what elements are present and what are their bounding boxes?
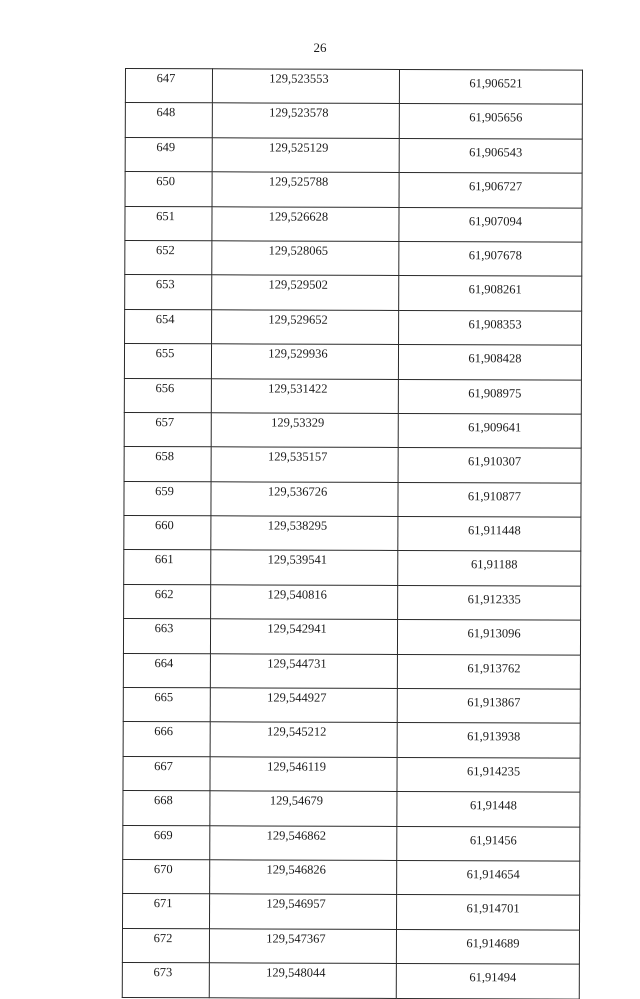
y-coordinate-cell: 61,908261: [399, 276, 582, 311]
table-row: [125, 309, 582, 345]
x-coordinate-cell: 129,529502: [212, 275, 399, 310]
page-number: 26: [313, 40, 327, 55]
x-coordinate-cell: 129,545212: [210, 722, 397, 757]
point-number-cell: 657: [124, 412, 211, 447]
x-coordinate-cell: 129,544731: [210, 653, 397, 688]
y-coordinate-cell: 61,914654: [397, 860, 580, 895]
table-row: [124, 550, 581, 586]
point-number-cell: 656: [124, 378, 211, 413]
point-number-cell: 673: [122, 963, 209, 998]
table-row: [122, 894, 579, 930]
table-row: [123, 859, 580, 895]
table-row: [123, 653, 580, 689]
y-coordinate-cell: 61,906543: [399, 138, 582, 173]
y-coordinate-cell: 61,912335: [398, 585, 581, 620]
point-number-cell: 659: [124, 481, 211, 516]
y-coordinate-cell: 61,913938: [397, 723, 580, 758]
x-coordinate-cell: 129,525788: [212, 172, 399, 207]
coordinate-table: [122, 68, 583, 999]
point-number-cell: 650: [125, 172, 212, 207]
table-row: [124, 378, 581, 414]
table-row: [123, 722, 580, 758]
point-number-cell: 648: [125, 103, 212, 138]
x-coordinate-cell: 129,548044: [209, 963, 396, 998]
table-row: [123, 825, 580, 861]
y-coordinate-cell: 61,906521: [399, 69, 582, 104]
y-coordinate-cell: 61,907678: [399, 241, 582, 276]
x-coordinate-cell: 129,546826: [210, 860, 397, 895]
point-number-cell: 666: [123, 722, 210, 757]
table-row: [122, 928, 579, 964]
x-coordinate-cell: 129,546119: [210, 757, 397, 792]
point-number-cell: 668: [123, 791, 210, 826]
table-row: [122, 963, 579, 999]
point-number-cell: 655: [124, 344, 211, 379]
table-row: [124, 481, 581, 517]
table-row: [124, 584, 581, 620]
point-number-cell: 652: [125, 240, 212, 275]
x-coordinate-cell: 129,546957: [209, 894, 396, 929]
x-coordinate-cell: 129,53329: [211, 413, 398, 448]
table-row: [124, 447, 581, 483]
y-coordinate-cell: 61,91188: [398, 551, 581, 586]
x-coordinate-cell: 129,538295: [211, 516, 398, 551]
point-number-cell: 669: [123, 825, 210, 860]
point-number-cell: 653: [125, 275, 212, 310]
table-row: [123, 756, 580, 792]
table-row: [125, 172, 582, 208]
point-number-cell: 670: [123, 859, 210, 894]
y-coordinate-cell: 61,914235: [397, 757, 580, 792]
x-coordinate-cell: 129,535157: [211, 447, 398, 482]
x-coordinate-cell: 129,546862: [210, 825, 397, 860]
point-number-cell: 665: [123, 688, 210, 723]
y-coordinate-cell: 61,910877: [398, 482, 581, 517]
table-row: [123, 791, 580, 827]
y-coordinate-cell: 61,906727: [399, 173, 582, 208]
point-number-cell: 662: [124, 584, 211, 619]
y-coordinate-cell: 61,910307: [398, 448, 581, 483]
x-coordinate-cell: 129,539541: [211, 550, 398, 585]
x-coordinate-cell: 129,531422: [211, 378, 398, 413]
table-row: [123, 619, 580, 655]
point-number-cell: 649: [125, 137, 212, 172]
coordinate-table-body: [122, 69, 582, 999]
x-coordinate-cell: 129,528065: [212, 241, 399, 276]
y-coordinate-cell: 61,914689: [396, 929, 579, 964]
point-number-cell: 664: [123, 653, 210, 688]
y-coordinate-cell: 61,909641: [398, 413, 581, 448]
table-row: [125, 69, 582, 105]
y-coordinate-cell: 61,913867: [397, 688, 580, 723]
y-coordinate-cell: 61,907094: [399, 207, 582, 242]
y-coordinate-cell: 61,913096: [397, 620, 580, 655]
table-row: [125, 240, 582, 276]
y-coordinate-cell: 61,905656: [399, 104, 582, 139]
point-number-cell: 660: [124, 516, 211, 551]
table-row: [125, 206, 582, 242]
point-number-cell: 672: [122, 928, 209, 963]
y-coordinate-cell: 61,908353: [399, 310, 582, 345]
x-coordinate-cell: 129,547367: [209, 929, 396, 964]
table-row: [124, 412, 581, 448]
point-number-cell: 671: [122, 894, 209, 929]
y-coordinate-cell: 61,91448: [397, 792, 580, 827]
y-coordinate-cell: 61,91494: [396, 964, 579, 999]
table-row: [125, 103, 582, 139]
x-coordinate-cell: 129,536726: [211, 481, 398, 516]
point-number-cell: 658: [124, 447, 211, 482]
y-coordinate-cell: 61,913762: [397, 654, 580, 689]
point-number-cell: 663: [123, 619, 210, 654]
point-number-cell: 651: [125, 206, 212, 241]
x-coordinate-cell: 129,526628: [212, 206, 399, 241]
x-coordinate-cell: 129,544927: [210, 688, 397, 723]
x-coordinate-cell: 129,523578: [212, 103, 399, 138]
table-row: [125, 137, 582, 173]
x-coordinate-cell: 129,529936: [211, 344, 398, 379]
x-coordinate-cell: 129,529652: [212, 310, 399, 345]
x-coordinate-cell: 129,542941: [210, 619, 397, 654]
point-number-cell: 667: [123, 756, 210, 791]
table-row: [123, 688, 580, 724]
x-coordinate-cell: 129,54679: [210, 791, 397, 826]
y-coordinate-cell: 61,91456: [397, 826, 580, 861]
y-coordinate-cell: 61,908975: [398, 379, 581, 414]
x-coordinate-cell: 129,525129: [212, 138, 399, 173]
point-number-cell: 661: [124, 550, 211, 585]
point-number-cell: 654: [125, 309, 212, 344]
table-row: [125, 275, 582, 311]
table-row: [124, 344, 581, 380]
x-coordinate-cell: 129,523553: [212, 69, 399, 104]
x-coordinate-cell: 129,540816: [211, 585, 398, 620]
point-number-cell: 647: [125, 69, 212, 104]
y-coordinate-cell: 61,908428: [398, 345, 581, 380]
y-coordinate-cell: 61,911448: [398, 517, 581, 552]
y-coordinate-cell: 61,914701: [396, 895, 579, 930]
table-row: [124, 516, 581, 552]
